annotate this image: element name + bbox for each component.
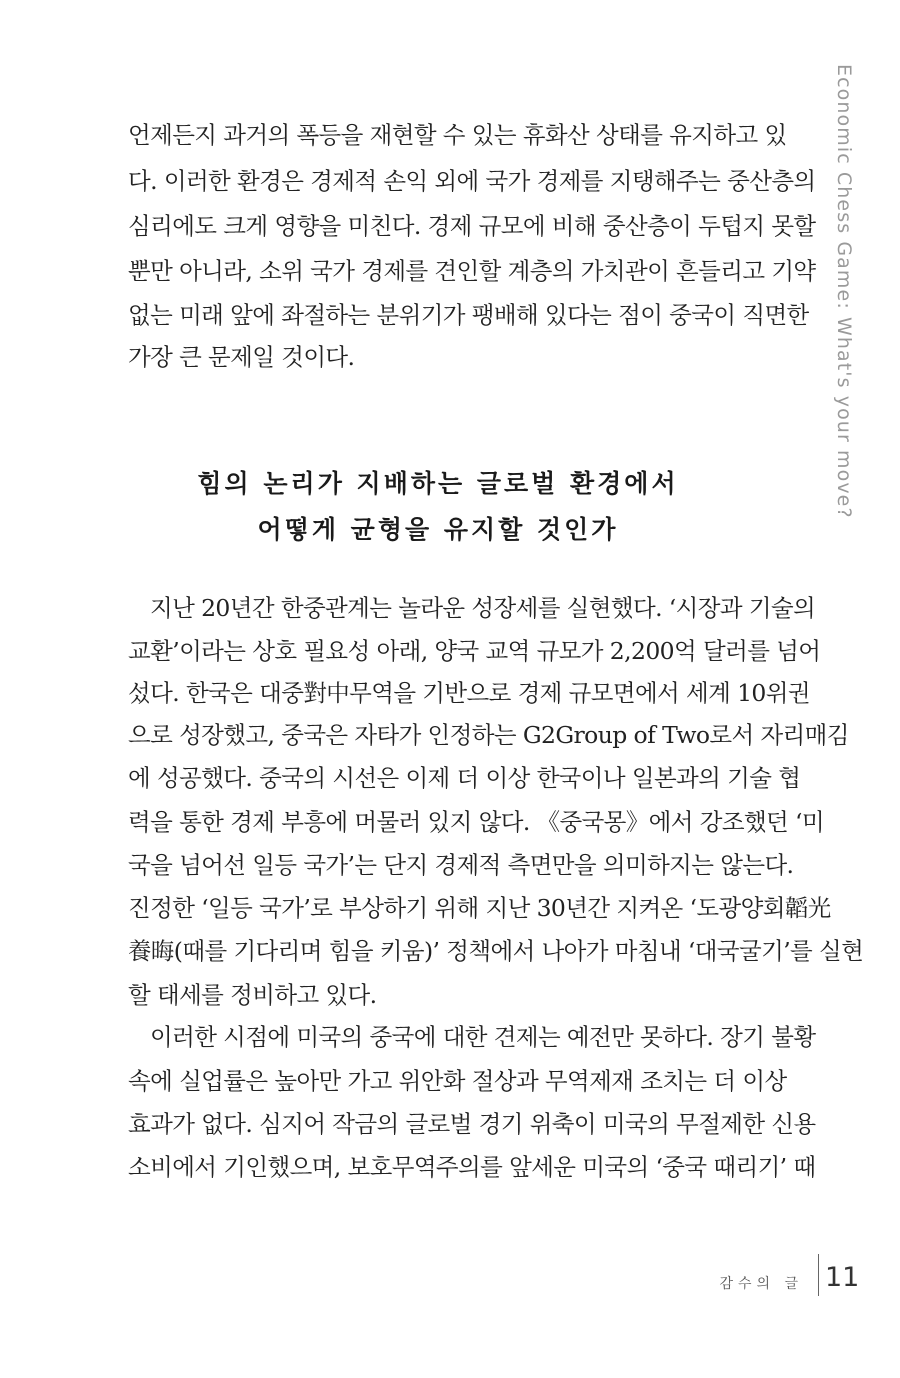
text-line: 국을 넘어선 일등 국가’는 단지 경제적 측면만을 의미하지는 않는다. <box>128 851 794 879</box>
footer-section-label: 감수의 글 <box>719 1276 803 1292</box>
heading-line-2: 어떻게 균형을 유지할 것인가 <box>257 515 619 544</box>
text-line: 진정한 ‘일등 국가’로 부상하기 위해 지난 30년간 지켜온 ‘도광양회韜光 <box>128 894 831 922</box>
footer-divider <box>818 1254 819 1296</box>
text-line: 할 태세를 정비하고 있다. <box>128 981 377 1009</box>
side-running-title: Economic Chess Game: What's your move? <box>833 64 855 519</box>
text-line: 심리에도 크게 영향을 미친다. 경제 규모에 비해 중산층이 두텁지 못할 <box>128 212 816 240</box>
text-line: 효과가 없다. 심지어 작금의 글로벌 경기 위축이 미국의 무절제한 신용 <box>128 1110 816 1138</box>
text-line: 력을 통한 경제 부흥에 머물러 있지 않다. 《중국몽》에서 강조했던 ‘미 <box>128 808 824 836</box>
text-line: 교환’이라는 상호 필요성 아래, 양국 교역 규모가 2,200억 달러를 넘어 <box>128 637 821 665</box>
text-line: 없는 미래 앞에 좌절하는 분위기가 팽배해 있다는 점이 중국이 직면한 <box>128 301 809 329</box>
text-line: 다. 이러한 환경은 경제적 손익 외에 국가 경제를 지탱해주는 중산층의 <box>128 167 816 195</box>
text-line: 언제든지 과거의 폭등을 재현할 수 있는 휴화산 상태를 유지하고 있 <box>128 121 787 149</box>
text-line: 지난 20년간 한중관계는 놀라운 성장세를 실현했다. ‘시장과 기술의 <box>150 594 816 622</box>
heading-line-1: 힘의 논리가 지배하는 글로벌 환경에서 <box>197 469 679 498</box>
text-line: 소비에서 기인했으며, 보호무역주의를 앞세운 미국의 ‘중국 때리기’ 때 <box>128 1153 816 1181</box>
text-line: 섰다. 한국은 대중對中무역을 기반으로 경제 규모면에서 세계 10위권 <box>128 679 810 707</box>
text-line: 이러한 시점에 미국의 중국에 대한 견제는 예전만 못하다. 장기 불황 <box>150 1023 816 1051</box>
text-line: 가장 큰 문제일 것이다. <box>128 343 355 371</box>
text-line: 으로 성장했고, 중국은 자타가 인정하는 G2Group of Two로서 자리매김 <box>128 721 849 749</box>
text-line: 에 성공했다. 중국의 시선은 이제 더 이상 한국이나 일본과의 기술 협 <box>128 764 801 792</box>
page-number: 11 <box>825 1262 860 1293</box>
text-line: 속에 실업률은 높아만 가고 위안화 절상과 무역제재 조치는 더 이상 <box>128 1067 787 1095</box>
text-line: 養晦(때를 기다리며 힘을 키움)’ 정책에서 나아가 마침내 ‘대국굴기’를 실현 <box>128 937 864 965</box>
text-line: 뿐만 아니라, 소위 국가 경제를 견인할 계층의 가치관이 흔들리고 기약 <box>128 257 816 285</box>
